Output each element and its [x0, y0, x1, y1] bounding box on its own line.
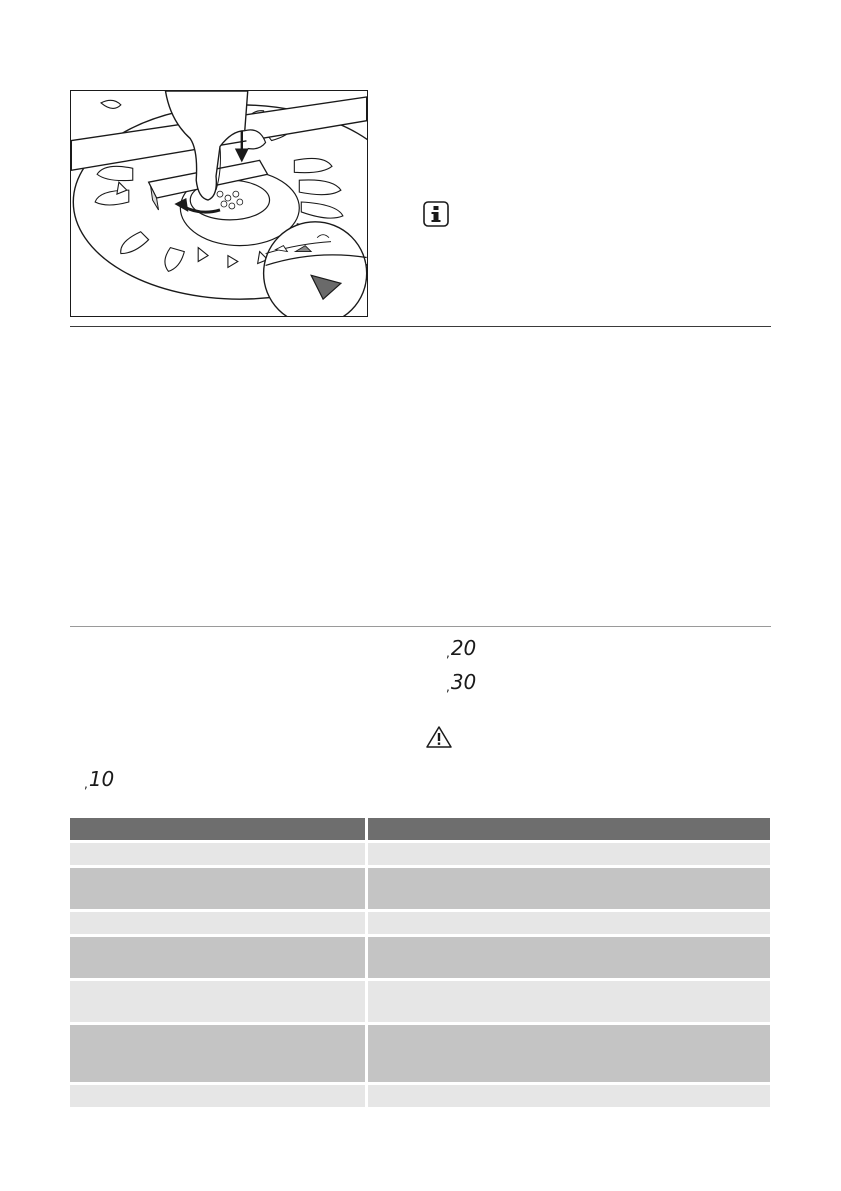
- troubleshooting-table: [70, 818, 770, 1107]
- table-header-cell: [70, 818, 365, 840]
- table-cell: [368, 912, 770, 934]
- table-cell: [368, 937, 770, 978]
- display-value: 20: [450, 636, 477, 660]
- table-cell: [70, 912, 365, 934]
- table-cell: [368, 981, 770, 1022]
- table-row: [70, 937, 770, 978]
- display-readout-20: ,20: [446, 636, 477, 660]
- section-divider: [70, 326, 771, 327]
- table-row: [70, 1025, 770, 1082]
- filter-illustration-frame: [70, 90, 368, 317]
- table-header-row: [70, 818, 770, 840]
- table-cell: [70, 1085, 365, 1107]
- table-cell: [368, 1085, 770, 1107]
- table-cell: [70, 981, 365, 1022]
- display-readout-30: ,30: [446, 670, 477, 694]
- filter-installation-illustration: [71, 91, 367, 316]
- section-divider: [70, 626, 771, 627]
- table-row: [70, 1085, 770, 1107]
- table-header-cell: [368, 818, 770, 840]
- table-cell: [70, 843, 365, 865]
- display-readout-10: ,10: [84, 767, 115, 791]
- display-value: 10: [88, 767, 115, 791]
- table-row: [70, 981, 770, 1022]
- info-icon: [423, 201, 449, 227]
- display-value: 30: [450, 670, 477, 694]
- warning-triangle-icon: [425, 725, 453, 749]
- table-cell: [368, 868, 770, 909]
- table-cell: [70, 1025, 365, 1082]
- table-row: [70, 868, 770, 909]
- table-cell: [368, 1025, 770, 1082]
- table-cell: [70, 868, 365, 909]
- table-cell: [70, 937, 365, 978]
- table-row: [70, 912, 770, 934]
- table-cell: [368, 843, 770, 865]
- table-row: [70, 843, 770, 865]
